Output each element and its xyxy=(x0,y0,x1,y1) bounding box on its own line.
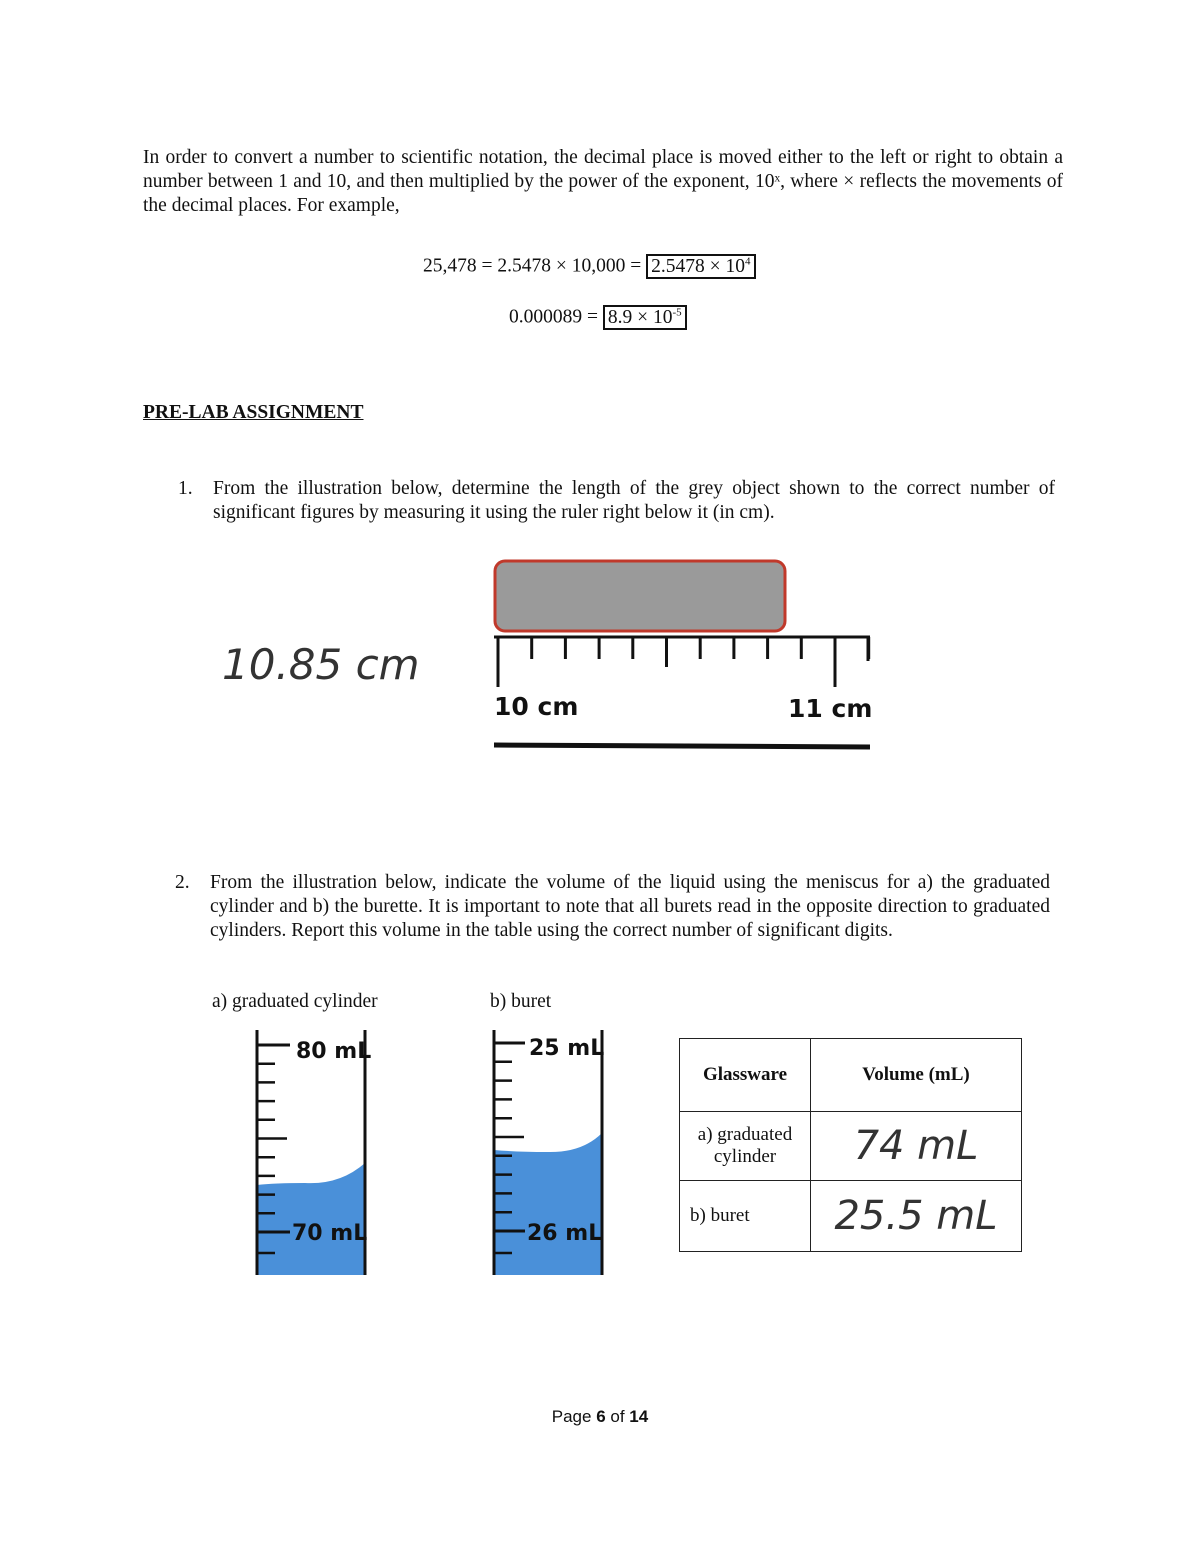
question-1-number: 1. xyxy=(178,478,193,499)
buret xyxy=(487,1025,617,1280)
buret-top-label: 25 mL xyxy=(529,1036,605,1061)
cylinder-top-label: 80 mL xyxy=(296,1039,372,1064)
graduated-cylinder xyxy=(250,1025,380,1280)
table-header-row xyxy=(680,1039,1022,1112)
grey-object xyxy=(495,561,785,631)
ruler-label-10cm: 10 cm xyxy=(494,692,579,721)
header-volume: Volume (mL) xyxy=(811,1039,1022,1112)
cylinder-bottom-label: 70 mL xyxy=(292,1221,368,1246)
table-row xyxy=(680,1112,1022,1181)
footer-total-pages: 14 xyxy=(629,1407,649,1426)
question-2-text: From the illustration below, indicate the volume of the liquid using the meniscus for a) the graduated cylinder and b) the burette. It is important to note that all burets read in the opposite direction to graduated cylinders. Report this volume in the table using the correct number of significant digits. xyxy=(210,872,1050,941)
intro-paragraph: In order to convert a number to scientific notation, the decimal place is moved either to the left or right to obtain a number between 1 and 10, and then multiplied by the power of the exponent, 10ˣ, where × reflects the movements of the decimal places. For example, xyxy=(143,147,1063,216)
footer-page-number: 6 xyxy=(596,1407,606,1426)
footer-prefix: Page xyxy=(551,1407,597,1426)
table-row xyxy=(680,1181,1022,1252)
row-2-glassware: b) buret xyxy=(680,1181,811,1252)
ruler-ticks xyxy=(498,637,869,687)
header-glassware: Glassware xyxy=(680,1039,811,1112)
row-1-glassware: a) graduated cylinder xyxy=(680,1112,811,1181)
cylinder-caption: a) graduated cylinder xyxy=(212,991,378,1012)
example-equation-2 xyxy=(509,306,687,329)
example-2-lhs: 0.000089 = xyxy=(509,306,598,328)
question-1 xyxy=(178,477,1056,529)
example-2-answer: $8.9 \times 10^{-5}$ xyxy=(603,305,687,330)
ruler-label-11cm: 11 cm xyxy=(788,694,873,723)
question-1-text: From the illustration below, determine the length of the grey object shown to the correct number of significant figures by measuring it using the ruler right below it (in cm). xyxy=(213,478,1055,523)
page-footer xyxy=(0,1407,1200,1427)
buret-caption: b) buret xyxy=(490,991,552,1012)
example-1-answer: $2.5478 \times 10^4$ xyxy=(646,254,755,279)
example-1-lhs: 25,478 = 2.5478 × 10,000 = xyxy=(423,255,642,277)
question-2-number: 2. xyxy=(175,872,190,893)
cylinder-liquid xyxy=(257,1163,368,1275)
example-equation-1 xyxy=(423,255,756,278)
volume-table xyxy=(679,1038,1022,1252)
row-2-volume: 25.5 mL xyxy=(811,1181,1022,1252)
question-2 xyxy=(175,871,1055,971)
row-1-volume: 74 mL xyxy=(811,1112,1022,1181)
section-heading: PRE-LAB ASSIGNMENT xyxy=(143,402,364,423)
footer-middle: of xyxy=(605,1407,630,1426)
ruler-bottom-edge xyxy=(494,745,870,747)
buret-bottom-label: 26 mL xyxy=(527,1221,603,1246)
ruler-illustration xyxy=(480,555,890,755)
q1-handwritten-answer: 10.85 cm xyxy=(222,640,420,689)
